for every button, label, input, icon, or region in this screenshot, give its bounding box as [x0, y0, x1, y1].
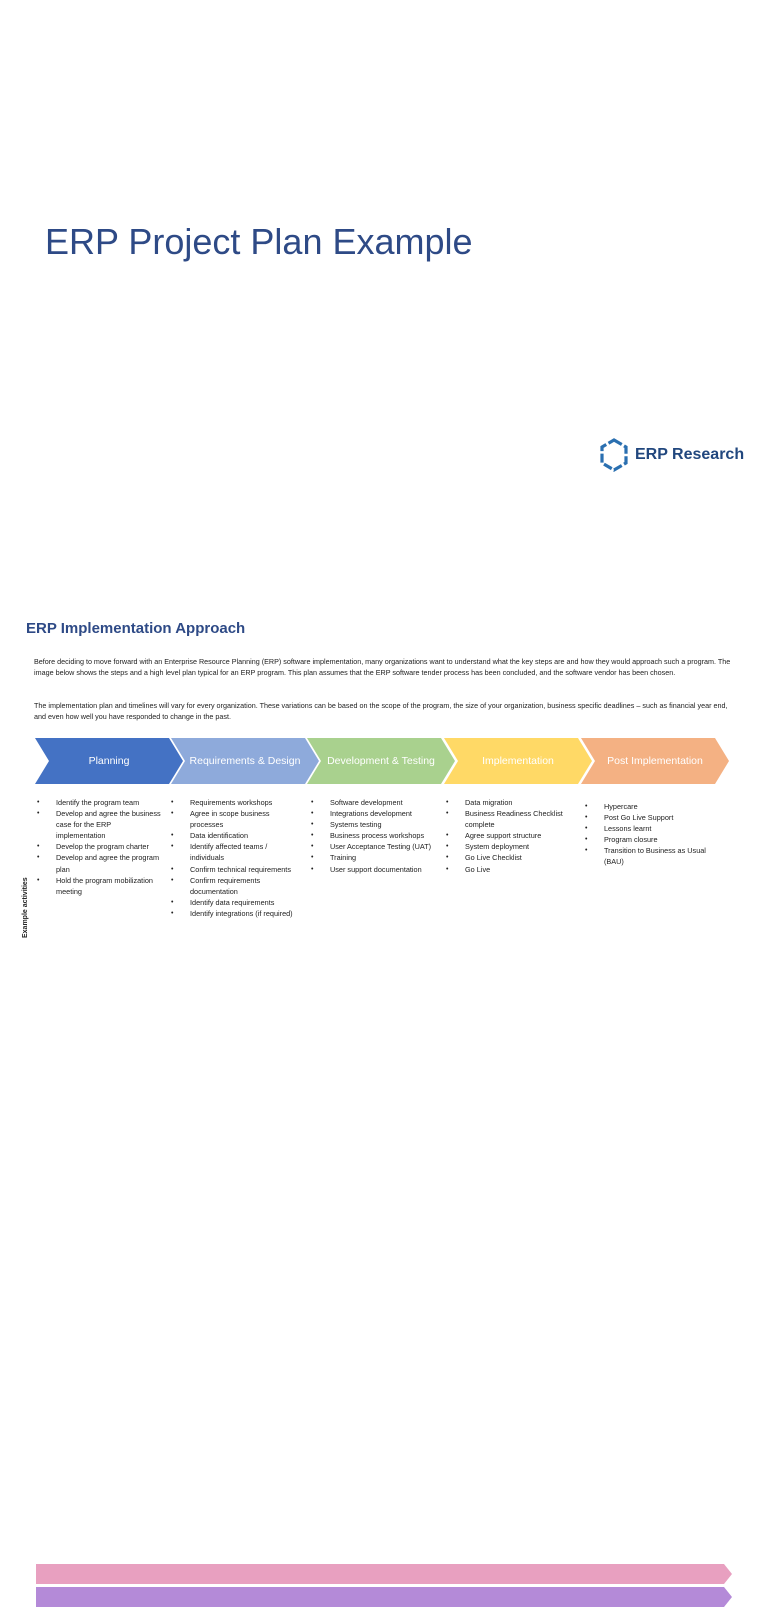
activity-item: • Lessons learnt — [585, 823, 725, 834]
activity-item: • Agree in scope business processes — [171, 808, 299, 830]
change-management-bar — [36, 1564, 732, 1584]
activity-item: • Develop and agree the program plan — [37, 852, 161, 874]
activity-item: • Requirements workshops — [171, 797, 299, 808]
activity-item: • Confirm requirements documentation — [171, 875, 299, 897]
activity-item: • Identify the program team — [37, 797, 161, 808]
activity-item: • Hypercare — [585, 801, 725, 812]
activity-item: • Data migration — [446, 797, 582, 808]
activity-item: • Software development — [311, 797, 443, 808]
activity-item: • Go Live — [446, 864, 582, 875]
activity-item: • Systems testing — [311, 819, 443, 830]
title-slide — [0, 0, 768, 600]
activity-item: • Transition to Business as Usual (BAU) — [585, 845, 725, 867]
implementation-activities — [446, 797, 582, 875]
activity-item: • Hold the program mobilization meeting — [37, 875, 161, 897]
activity-item: • User support documentation — [311, 864, 443, 875]
requirements-activities — [171, 797, 299, 919]
activity-item: • Business process workshops — [311, 830, 443, 841]
activity-item: • Confirm technical requirements — [171, 864, 299, 875]
phase-label-development: Development & Testing — [327, 754, 435, 767]
hexagon-logo-icon — [599, 438, 629, 472]
phase-label-planning: Planning — [88, 754, 130, 767]
activity-item: • Business Readiness Checklist complete — [446, 808, 582, 830]
activity-item: • Agree support structure — [446, 830, 582, 841]
planning-activities — [37, 797, 161, 897]
activity-item: • Identify integrations (if required) — [171, 908, 299, 919]
activity-item: • Training — [311, 852, 443, 863]
activity-item: • System deployment — [446, 841, 582, 852]
activity-item: • Develop the program charter — [37, 841, 161, 852]
phase-label-post-implementation: Post Implementation — [607, 754, 703, 767]
activity-item: • Go Live Checklist — [446, 852, 582, 863]
activity-item: • Data identification — [171, 830, 299, 841]
variation-paragraph: The implementation plan and timelines will vary for every organization. These variations can be based on the scope of the program, the size of your organization, business specific deadlines – such as financial year end, and even how well you have responded to change in the past. — [34, 701, 728, 721]
activity-item: • Develop and agree the business case for the ERP implementation — [37, 808, 161, 841]
activity-item: • User Acceptance Testing (UAT) — [311, 841, 443, 852]
intro-paragraph: Before deciding to move forward with an Enterprise Resource Planning (ERP) software implementation, many organizations want to understand what the key steps are and how they would approach such a program. The image below shows the steps and a high level plan typical for an ERP program. This plan assumes that the ERP software tender process has been concluded, and the software vendor has been chosen. — [34, 657, 731, 677]
program-management-bar — [36, 1587, 732, 1607]
erp-research-logo — [599, 438, 744, 472]
activity-item: • Identify affected teams / individuals — [171, 841, 299, 863]
page-title: ERP Project Plan Example — [45, 221, 473, 262]
management-bars — [0, 1562, 768, 1612]
activity-item: • Integrations development — [311, 808, 443, 819]
phase-label-requirements: Requirements & Design — [189, 754, 301, 767]
post-implementation-activities — [585, 801, 725, 868]
logo-text: ERP Research — [635, 446, 745, 463]
implementation-slide — [0, 600, 768, 1024]
activity-item: • Program closure — [585, 834, 725, 845]
activity-item: • Identify data requirements — [171, 897, 299, 908]
activity-item: • Post Go Live Support — [585, 812, 725, 823]
phase-label-implementation: Implementation — [482, 754, 554, 767]
example-activities-label: Example activities — [22, 877, 29, 938]
section-title: ERP Implementation Approach — [26, 620, 246, 637]
development-activities — [311, 797, 443, 875]
change-management-label: Change Management — [347, 969, 415, 976]
program-management-label: program Management — [346, 992, 416, 999]
